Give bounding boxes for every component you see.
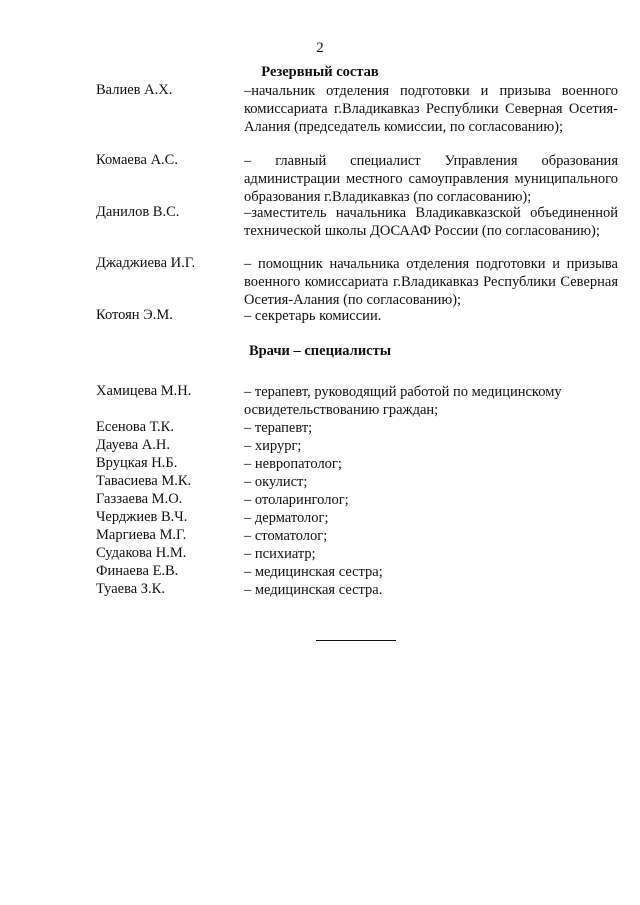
member-name: Туаева З.К.	[96, 581, 165, 597]
member-role: – психиатр;	[244, 546, 316, 562]
member-name: Дауева А.Н.	[96, 437, 170, 453]
member-name: Хамицева М.Н.	[96, 383, 192, 399]
member-role: – хирург;	[244, 438, 302, 454]
member-role: – медицинская сестра.	[244, 582, 383, 598]
member-name: Тавасиева М.К.	[96, 473, 192, 489]
member-role: – терапевт, руководящий работой по медицинскому освидетельствованию граждан;	[244, 384, 562, 418]
closing-divider-line	[316, 640, 396, 641]
member-role: – главный специалист Управления образования администрации местного самоуправления муниципального образования г.Владикавказ (по согласованию);	[244, 153, 618, 205]
member-role: – секретарь комиссии.	[244, 308, 382, 324]
member-role: –заместитель начальника Владикавказской объединенной технической школы ДОСААФ России (по согласованию);	[244, 205, 618, 239]
member-name: Котоян Э.М.	[96, 307, 173, 323]
member-name: Газзаева М.О.	[96, 491, 183, 507]
page-number: 2	[316, 40, 324, 56]
member-name: Черджиев В.Ч.	[96, 509, 188, 525]
member-name: Есенова Т.К.	[96, 419, 174, 435]
member-name: Данилов В.С.	[96, 204, 180, 220]
member-role: – отоларинголог;	[244, 492, 349, 508]
member-role: – невропатолог;	[244, 456, 342, 472]
member-role: – окулист;	[244, 474, 308, 490]
member-name: Валиев А.Х.	[96, 82, 173, 98]
reserve-heading: Резервный состав	[261, 64, 379, 80]
member-role: – помощник начальника отделения подготовки и призыва военного комиссариата г.Владикавказ Республики Северная Осетия-Алания (по согласованию);	[244, 256, 618, 308]
member-role: – стоматолог;	[244, 528, 328, 544]
member-name: Вруцкая Н.Б.	[96, 455, 178, 471]
member-role: – медицинская сестра;	[244, 564, 383, 580]
member-name: Комаева А.С.	[96, 152, 178, 168]
member-name: Финаева Е.В.	[96, 563, 179, 579]
member-role: –начальник отделения подготовки и призыва военного комиссариата г.Владикавказ Республики Северная Осетия-Алания (председатель комиссии, по согласованию);	[244, 83, 618, 135]
member-role: – терапевт;	[244, 420, 313, 436]
member-role: – дерматолог;	[244, 510, 329, 526]
member-name: Маргиева М.Г.	[96, 527, 187, 543]
member-name: Джаджиева И.Г.	[96, 255, 196, 271]
doctors-heading: Врачи – специалисты	[248, 343, 392, 359]
member-name: Судакова Н.М.	[96, 545, 187, 561]
